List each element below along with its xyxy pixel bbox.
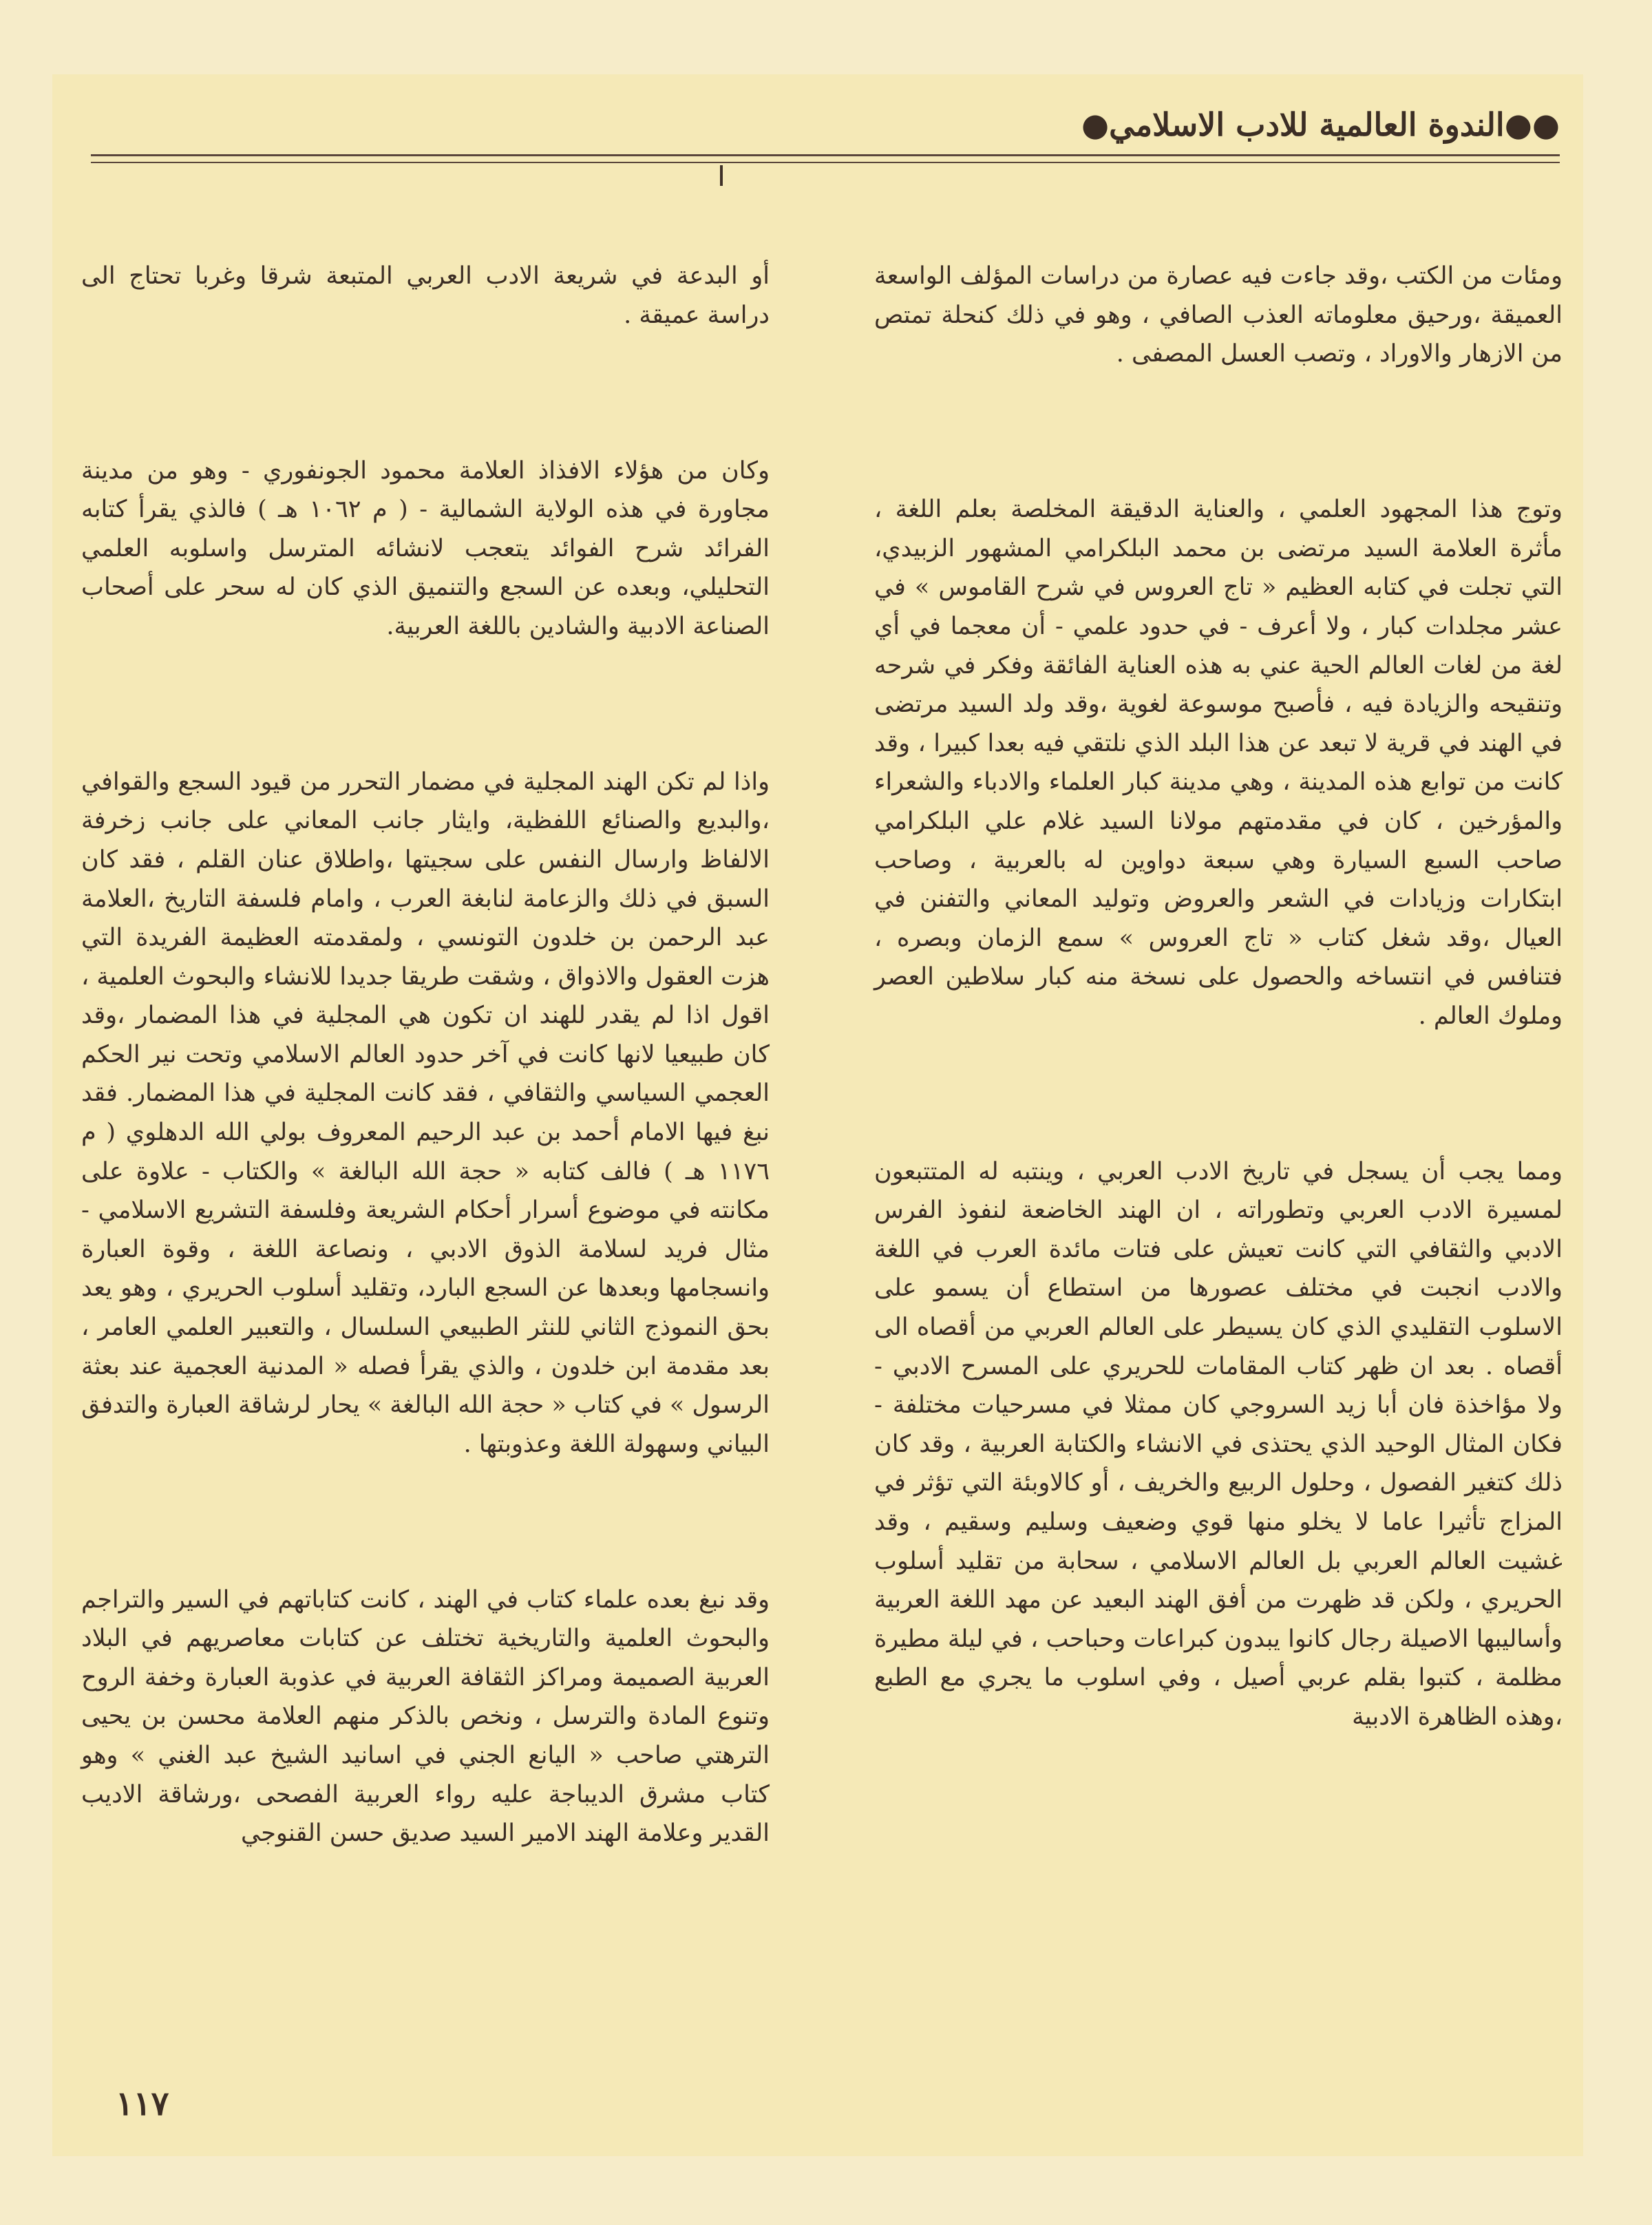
right-column: [866, 179, 1563, 1853]
header-decorative-rule: [91, 154, 1560, 163]
left-paragraph-3: واذا لم تكن الهند المجلية في مضمار التحرر من قيود السجع والقوافي ،والبديع والصنائع اللفظية، وايثار جانب المعاني على جانب زخرفة الالفاظ وارسال النفس على سجيتها ،واطلاق عنان القلم ، فقد كان السبق في ذلك والزعامة لنابغة العرب ، وامام فلسفة التاريخ ،العلامة عبد الرحمن بن خلدون التونسي ، ولمقدمته العظيمة الفريدة التي هزت العقول والاذواق ، وشقت طريقا جديدا للانشاء والبحوث العلمية ، اقول اذا لم يقدر للهند ان تكون هي المجلية في هذا المضمار ،وقد كان طبيعيا لانها كانت في آخر حدود العالم الاسلامي وتحت نير الحكم العجمي السياسي والثقافي ، فقد كانت المجلية في هذا المضمار. فقد نبغ فيها الامام أحمد بن عبد الرحيم المعروف بولي الله الدهلوي ( م ١١٧٦ هـ ) فالف كتابه « حجة الله البالغة » والكتاب - علاوة على مكانته في موضوع أسرار أحكام الشريعة وفلسفة التشريع الاسلامي - مثال فريد لسلامة الذوق الادبي ، ونصاعة اللغة ، وقوة العبارة وانسجامها وبعدها عن السجع البارد، وتقليد أسلوب الحريري ، وهو يعد بحق النموذج الثاني للنثر الطبيعي السلسال ، والتعبير العلمي العامر ، بعد مقدمة ابن خلدون ، والذي يقرأ فصله « المدنية العجمية عند بعثة الرسول » في كتاب « حجة الله البالغة » يحار لرشاقة العبارة والتدفق البياني وسهولة اللغة وعذوبتها .: [73, 768, 770, 1458]
page-header: [91, 101, 1560, 151]
page-number: ١١٧: [116, 2085, 169, 2123]
left-column: [73, 179, 770, 1970]
right-paragraph-3: ومما يجب أن يسجل في تاريخ الادب العربي ، وينتبه له المتتبعون لمسيرة الادب العربي وتطوراته ، ان الهند الخاضعة لنفوذ الفرس الادبي والثقافي التي كانت تعيش على فتات مائدة العرب في اللغة والادب انجبت في مختلف عصورها من استطاع أن يسمو على الاسلوب التقليدي الذي كان يسيطر على العالم العربي من أقصاه الى أقصاه . بعد ان ظهر كتاب المقامات للحريري على المسرح الادبي - ولا مؤاخذة فان أبا زيد السروجي كان ممثلا في مسرحيات مختلفة - فكان المثال الوحيد الذي يحتذى في الانشاء والكتابة العربية ، وقد كان ذلك كتغير الفصول ، وحلول الربيع والخريف ، أو كالاوبئة التي تؤثر في المزاج تأثيرا عاما لا يخلو منها قوي وضعيف وسليم وسقيم ، وقد غشيت العالم العربي بل العالم الاسلامي ، سحابة من تقليد أسلوب الحريري ، ولكن قد ظهرت من أفق الهند البعيد عن مهد اللغة العربية وأساليبها الاصيلة رجال كانوا يبدون كبراعات وحباحب ، في ليلة مطيرة مظلمة ، كتبوا بقلم عربي أصيل ، وفي اسلوب ما يجري مع الطبع ،وهذه الظاهرة الادبية: [866, 1157, 1563, 1731]
header-title: ●الندوة العالمية للادب الاسلامي●●: [1081, 106, 1560, 143]
right-paragraph-1: ومئات من الكتب ،وقد جاءت فيه عصارة من دراسات المؤلف الواسعة العميقة ،ورحيق معلوماته العذب الصافي ، وهو في ذلك كنحلة تمتص من الازهار والاوراد ، وتصب العسل المصفى .: [866, 262, 1563, 368]
left-paragraph-1: أو البدعة في شريعة الادب العربي المتبعة شرقا وغربا تحتاج الى دراسة عميقة .: [73, 262, 770, 329]
right-paragraph-2: وتوج هذا المجهود العلمي ، والعناية الدقيقة المخلصة بعلم اللغة ، مأثرة العلامة السيد مرتضى بن محمد البلكرامي المشهور الزبيدي، التي تجلت في كتابه العظيم « تاج العروس في شرح القاموس » في عشر مجلدات كبار ، ولا أعرف - في حدود علمي - أن معجما في أي لغة من لغات العالم الحية عني به هذه العناية الفائقة وفكر في شرحه وتنقيحه والزيادة فيه ، فأصبح موسوعة لغوية ،وقد ولد السيد مرتضى في الهند في قرية لا تبعد عن هذا البلد الذي نلتقي فيه بعدا كبيرا ، وقد كانت من توابع هذه المدينة ، وهي مدينة كبار العلماء والادباء والشعراء والمؤرخين ، كان في مقدمتهم مولانا السيد غلام علي البلكرامي صاحب السبع السيارة وهي سبعة دواوين له بالعربية ، وصاحب ابتكارات وزيادات في الشعر والعروض وتوليد المعاني والتفنن في العيال ،وقد شغل كتاب « تاج العروس » سمع الزمان وبصره ، فتنافس في انتساخه والحصول على نسخة منه كبار سلاطين العصر وملوك العالم .: [866, 496, 1563, 1030]
left-paragraph-2: وكان من هؤلاء الافذاذ العلامة محمود الجونفوري - وهو من مدينة مجاورة في هذه الولاية الشمالية - ( م ١٠٦٢ هـ ) فالذي يقرأ كتابه الفرائد شرح الفوائد يتعجب لانشائه المترسل واسلوبه العلمي التحليلي، وبعده عن السجع والتنميق الذي كان له سحر على أصحاب الصناعة الادبية والشادين باللغة العربية.: [73, 456, 770, 640]
left-paragraph-4: وقد نبغ بعده علماء كتاب في الهند ، كانت كتاباتهم في السير والتراجم والبحوث العلمية والتاريخية تختلف عن كتابات معاصريهم في البلاد العربية الصميمة ومراكز الثقافة العربية في عذوبة العبارة وخفة الروح وتنوع المادة والترسل ، ونخص بالذكر منهم العلامة محسن بن يحيى الترهتي صاحب « اليانع الجني في اسانيد الشيخ عبد الغني » وهو كتاب مشرق الديباجة عليه رواء العربية الفصحى ،ورشاقة الاديب القدير وعلامة الهند الامير السيد صديق حسن القنوجي: [73, 1585, 770, 1848]
document-page: [52, 74, 1583, 2156]
